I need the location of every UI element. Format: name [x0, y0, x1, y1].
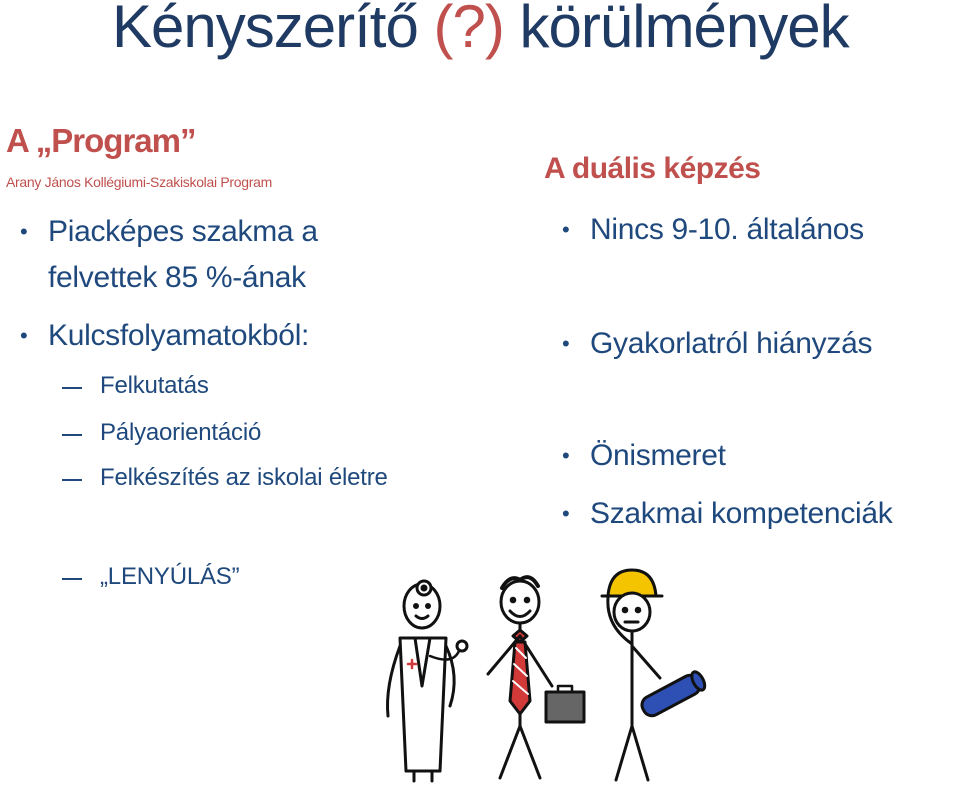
bullet-dot-icon: •: [20, 219, 28, 244]
right-bullet-4: [562, 492, 893, 536]
title-suffix: körülmények: [503, 0, 849, 60]
dash-icon: [62, 434, 82, 436]
subitem-palyaorientacio: [100, 419, 261, 447]
program-subheading: Arany János Kollégiumi-Szakiskolai Program: [6, 174, 272, 190]
lenyulas-item: [100, 563, 239, 591]
right-bullet-3: [562, 434, 726, 478]
lenyulas-text: „LENYÚLÁS”: [100, 563, 240, 590]
subitem-felkeszites: [100, 464, 388, 492]
subitem-3-text: Felkészítés az iskolai életre: [100, 464, 388, 491]
bullet-dot-icon: •: [20, 323, 28, 348]
left-bullet-2-text: Kulcsfolyamatokból:: [48, 319, 310, 352]
worker-figure: [602, 570, 707, 780]
program-heading: A „Program”: [6, 122, 196, 159]
right-bullet-3-text: Önismeret: [590, 439, 726, 472]
dash-icon: [62, 387, 82, 389]
title-prefix: Kényszerítő: [112, 0, 434, 60]
right-bullet-2: [562, 322, 873, 366]
subitem-2-text: Pályaorientáció: [100, 419, 262, 446]
left-bullet-1-continued-text: felvettek 85 %-ának: [48, 261, 306, 294]
right-bullet-2-text: Gyakorlatról hiányzás: [590, 327, 873, 360]
businessman-figure: [488, 577, 584, 778]
title-accent: (?): [433, 0, 504, 60]
subitem-felkutatas: [100, 372, 209, 400]
left-bullet-1: [20, 210, 318, 254]
bullet-dot-icon: •: [562, 443, 570, 468]
bullet-dot-icon: •: [562, 217, 570, 242]
bullet-dot-icon: •: [562, 331, 570, 356]
subitem-1-text: Felkutatás: [100, 372, 209, 399]
left-bullet-1-continued: [48, 256, 306, 300]
left-bullet-2: [20, 314, 310, 358]
dual-training-heading: A duális képzés: [544, 152, 761, 185]
page-title: [112, 0, 849, 61]
professions-illustration: [370, 566, 710, 788]
doctor-figure: [388, 581, 468, 781]
dash-icon: [62, 578, 82, 580]
right-bullet-1-text: Nincs 9-10. általános: [590, 213, 864, 246]
bullet-dot-icon: •: [562, 501, 570, 526]
right-bullet-4-text: Szakmai kompetenciák: [590, 497, 893, 530]
right-bullet-1: [562, 208, 864, 252]
left-bullet-1-text: Piacképes szakma a: [48, 215, 318, 248]
dash-icon: [62, 479, 82, 481]
